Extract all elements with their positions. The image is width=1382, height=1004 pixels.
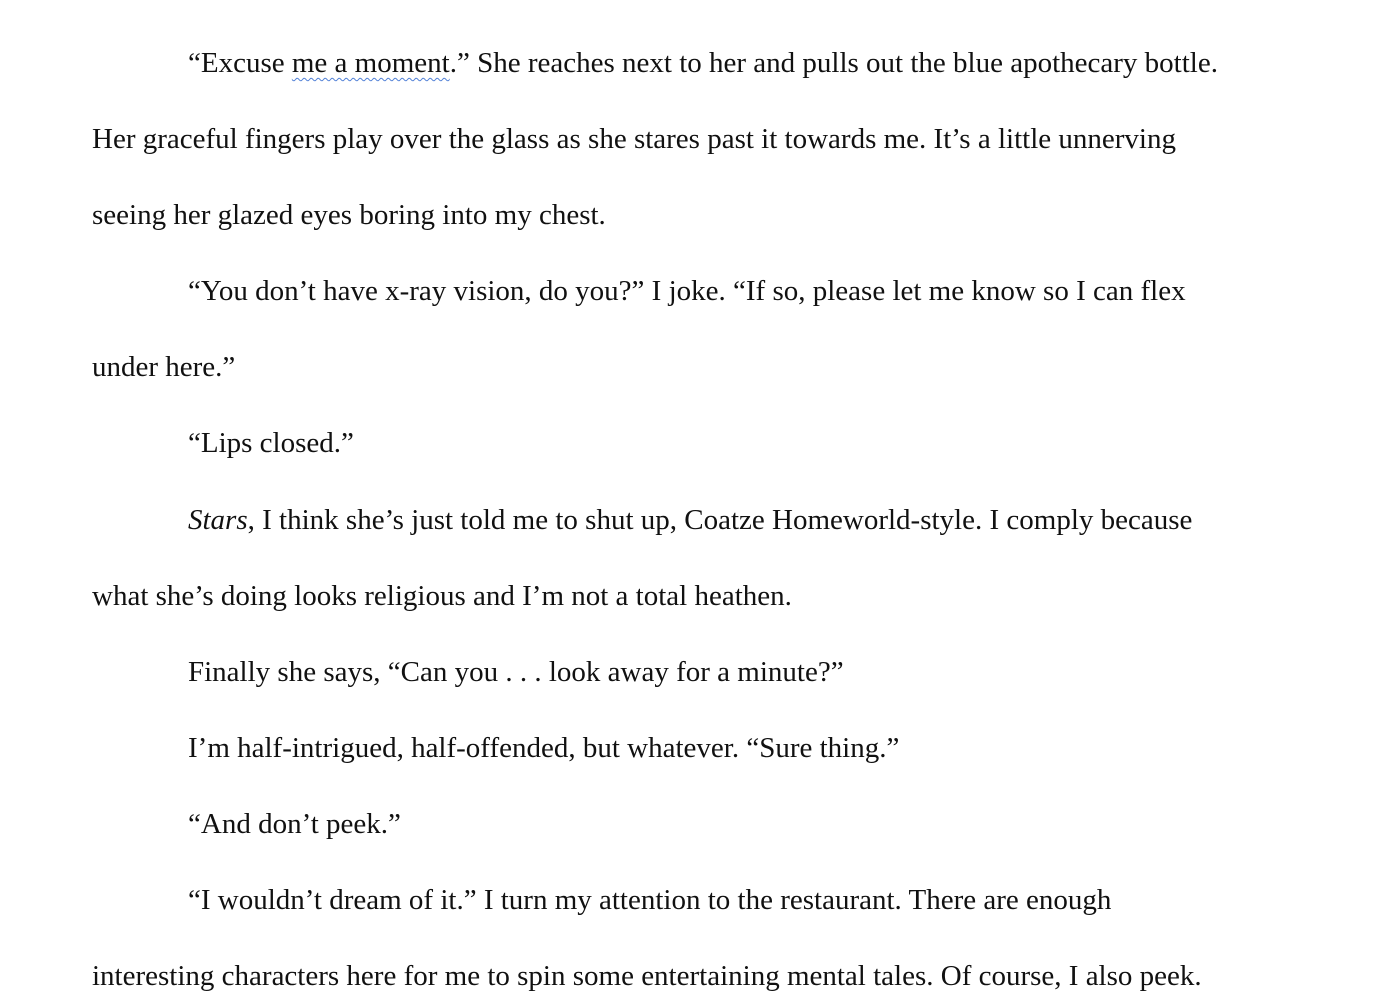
text-run: , I think she’s just told me to shut up, Coatze Homeworld-style. I comply because xyxy=(247,504,1193,536)
text-line: under here.” xyxy=(92,351,236,383)
text-line: what she’s doing looks religious and I’m not a total heathen. xyxy=(92,580,792,612)
text-run: .” She reaches next to her and pulls out the blue apothecary bottle. xyxy=(449,47,1218,79)
text-line: “And don’t peek.” xyxy=(188,808,401,840)
text-line: I’m half-intrigued, half-offended, but whatever. “Sure thing.” xyxy=(188,732,900,764)
text-line: seeing her glazed eyes boring into my chest. xyxy=(92,199,606,231)
text-line: “Lips closed.” xyxy=(188,427,354,459)
text-line: “I wouldn’t dream of it.” I turn my attention to the restaurant. There are enough xyxy=(188,884,1112,916)
text-line: interesting characters here for me to spin some entertaining mental tales. Of course, I also peek. xyxy=(92,960,1202,992)
grammar-flagged-text[interactable]: me a moment xyxy=(291,47,450,79)
text-line: Finally she says, “Can you . . . look away for a minute?” xyxy=(188,656,844,688)
italic-text: Stars xyxy=(188,504,248,536)
text-line: Her graceful fingers play over the glass as she stares past it towards me. It’s a little unnerving xyxy=(92,123,1176,155)
text-line: “You don’t have x-ray vision, do you?” I joke. “If so, please let me know so I can flex xyxy=(188,275,1186,307)
text-line xyxy=(188,45,1218,81)
text-line xyxy=(188,502,1192,538)
text-run: “Excuse xyxy=(188,47,292,79)
